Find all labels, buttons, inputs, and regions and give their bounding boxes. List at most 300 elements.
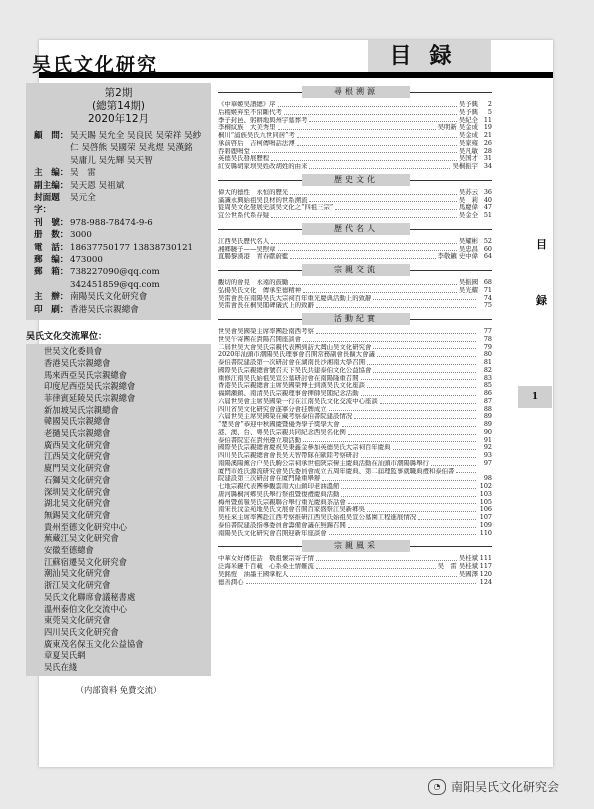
- section-heading: [218, 540, 492, 552]
- entry-page: 75: [483, 301, 492, 310]
- editorial-label: 副主编：: [34, 180, 69, 191]
- leader-dots: [271, 243, 457, 244]
- masthead-column: [26, 50, 211, 696]
- entry-author: 吴 雷 吴桂斌: [437, 562, 478, 570]
- editorial-label: 刊 號：: [34, 217, 69, 228]
- toc-entry[interactable]: [218, 336, 492, 344]
- toc-entry[interactable]: [218, 563, 492, 571]
- editorial-value: 吴天賜 吴允全 吴良民 吴荣祥 吴紗仁 吴啓熊 吴國荣 吴兆煜 吴漢銘 吴庸儿 吴先輝 吴天智: [70, 131, 202, 166]
- entry-title: 唐河縣桐河鄉吴氏舉行祭祖暨復禮慶典活動: [218, 490, 340, 498]
- entry-title: 滿識永興始祖吴良材的世系溯流: [218, 196, 308, 204]
- entry-title: 國際吴氏宗親總會慶祝吴秉鑫金參加英德吴氏大宗祠百年慶典: [218, 444, 391, 452]
- entry-title: 二屆世吴大會吴氏宗親代表團到訪大灣山吴文化研究會: [218, 343, 372, 351]
- issue-date: 2020年12月: [87, 113, 150, 125]
- entry-page: 34: [483, 162, 492, 170]
- entry-page: 11: [483, 115, 492, 124]
- entry-page: 71: [483, 285, 492, 294]
- entry-page: 88: [483, 404, 492, 413]
- entry-author: 吴忠昌: [458, 244, 478, 253]
- entry-title: 弘揚吴氏文化 傳承至德精神: [218, 286, 302, 294]
- toc-entry[interactable]: [218, 460, 492, 468]
- watermark-text: 南阳吴氏文化研究会: [451, 780, 560, 794]
- entry-page: 21: [483, 131, 492, 139]
- leader-dots: [290, 258, 435, 259]
- toc-entry[interactable]: [218, 483, 492, 491]
- entry-page: 87: [483, 396, 492, 405]
- entry-title: 南陽溪陽薰合户吴氏駒公宗祠承世祖陝宗嚳主慶典活動在汕頭市潮陽縣舉行: [218, 459, 429, 467]
- toc-entry[interactable]: [218, 522, 492, 530]
- contents-title: 目録: [368, 40, 491, 72]
- sponsor-item: 廣東茂名保玉文化公益協會: [44, 638, 144, 649]
- leader-dots: [373, 299, 476, 300]
- editorial-value: 473000: [70, 255, 103, 266]
- toc-entry[interactable]: [218, 132, 492, 140]
- editorial-value: 18637750177 13838730121: [70, 242, 194, 253]
- section-title: 活動紀實: [302, 313, 410, 325]
- leader-dots: [361, 395, 476, 396]
- editorial-row: [34, 130, 203, 167]
- entry-title: 中華女好傳佳話 敬祖懷宗寄子情: [218, 555, 314, 563]
- entry-page: 111: [479, 554, 492, 563]
- section-heading: [218, 223, 492, 235]
- toc-entry[interactable]: [218, 375, 492, 383]
- entry-author: 吴明新 吴金成: [437, 123, 478, 132]
- entry-title: 吞碧鹿鳴堂: [218, 147, 250, 155]
- entry-author: 李敬鑣 史中偉: [437, 252, 478, 261]
- sponsor-item: 香港吴氏宗親總會: [44, 357, 111, 368]
- entry-title: 英德吴氏發展歷程: [218, 155, 270, 163]
- sponsor-item: 浙江吴文化研究會: [44, 580, 111, 591]
- leader-dots: [246, 583, 476, 584]
- entry-title: 南陽吴氏文化研究會召開迎新年座談會: [218, 529, 327, 537]
- sponsor-item: 潮汕吴文化研究會: [44, 568, 111, 579]
- entry-title: 李桐紋族 大美秀里: [218, 124, 276, 132]
- leader-dots: [309, 168, 450, 169]
- editorial-value: 738227090@qq.com 342451859@qq.com: [70, 267, 160, 290]
- entry-title: 四川吴氏宗親總會會長吴天智帶隊在歐陸考察研討: [218, 452, 359, 459]
- entry-page: 120: [479, 569, 492, 578]
- sponsor-item: 東莞吴文化研究會: [44, 615, 111, 626]
- entry-page: 110: [479, 528, 492, 537]
- entry-author: 吴金全: [458, 211, 478, 219]
- toc-entry[interactable]: [218, 367, 492, 375]
- toc-entry[interactable]: [218, 328, 492, 336]
- leader-dots: [348, 527, 476, 528]
- editorial-label: 郵 编：: [34, 255, 69, 266]
- leader-dots: [284, 114, 457, 115]
- leader-dots: [316, 560, 457, 561]
- entry-author: 吴桂斌: [458, 554, 478, 563]
- toc-entry[interactable]: [218, 499, 492, 507]
- entry-title: 偉大的德性 永恒的歷光: [218, 188, 289, 196]
- entry-author: 吴光耀: [458, 285, 478, 294]
- sponsors-list: [26, 344, 211, 676]
- entry-author: 吴国才: [458, 154, 478, 163]
- toc-entry[interactable]: [218, 253, 492, 261]
- toc-entry[interactable]: [218, 279, 492, 287]
- editorial-value: 吴 雷: [70, 168, 96, 179]
- leader-dots: [348, 503, 476, 504]
- entry-author: 吴予興: [458, 107, 478, 116]
- sponsor-item: 石獅吴文化研究會: [44, 474, 111, 485]
- entry-title: 2020年汕頭市潮陽吴氏理事會召開常務副會長擴大會議: [218, 351, 375, 359]
- entry-author: 吴 莉: [458, 195, 478, 204]
- leader-dots: [367, 387, 476, 388]
- editorial-row: [34, 291, 203, 303]
- toc-entry[interactable]: [218, 351, 492, 359]
- leader-dots: [329, 534, 476, 535]
- entry-title: 桐川“浦族吴氏九世同居”考: [218, 132, 295, 139]
- sponsor-item: 安徽至德總會: [44, 545, 94, 556]
- entry-page: 86: [483, 389, 492, 397]
- leader-dots: [278, 250, 457, 251]
- entry-page: 2: [487, 100, 492, 108]
- entry-page: 83: [483, 373, 492, 382]
- leader-dots: [373, 348, 476, 349]
- entry-page: 117: [479, 562, 492, 570]
- leader-dots: [431, 465, 476, 466]
- editorial-row: [34, 304, 203, 316]
- entry-title: 六届世吴主席吴國榮在藏考察泰伯書院建設情况: [218, 413, 353, 421]
- toc-entry[interactable]: [218, 413, 492, 421]
- entry-page: 109: [479, 520, 492, 529]
- entry-page: 89: [483, 412, 492, 421]
- sponsor-item: 四川吴氏文化研究會: [44, 626, 119, 637]
- entry-page: 85: [483, 381, 492, 390]
- entry-title: 七地宗親代表團參觀雲南大山鎮印老油溫館: [218, 483, 340, 490]
- section-title: 宗親風采: [302, 540, 410, 552]
- leader-dots: [316, 333, 476, 334]
- entry-title: 四川省吴文化研究會遂寧分會挂牌成立: [218, 405, 327, 413]
- entry-page: 36: [483, 187, 492, 196]
- section-title: 歷史文化: [302, 174, 410, 186]
- leader-dots: [297, 137, 457, 138]
- toc-entry[interactable]: [218, 530, 492, 538]
- entry-author: 吴耀彬: [458, 236, 478, 245]
- toc-entry[interactable]: [218, 390, 492, 398]
- section-title: 歷代名人: [302, 223, 410, 235]
- section-heading: [218, 86, 492, 98]
- entry-title: 直腸黎漢港 青春獻蔚藍: [218, 253, 289, 261]
- toc-entry[interactable]: [218, 514, 492, 522]
- toc-entry[interactable]: [218, 579, 492, 587]
- editorial-label: 主 辦：: [34, 292, 69, 303]
- toc-entry[interactable]: [218, 212, 492, 220]
- toc-entry[interactable]: [218, 302, 492, 310]
- editorial-value: 南陽吴氏文化研究會: [70, 292, 148, 303]
- entry-title: 承前啓后 吉柯傳鳴話法溥: [218, 139, 295, 147]
- entry-title: 江西吴氏歷代名人: [218, 237, 270, 245]
- leader-dots: [303, 441, 476, 442]
- sponsor-item: 無錫吴文化研究會: [44, 509, 111, 520]
- sponsor-item: 江蘇宿遷吴文化研究會: [44, 556, 127, 567]
- table-of-contents: [218, 83, 492, 586]
- leader-dots: [342, 426, 476, 427]
- entry-page: 47: [483, 203, 492, 212]
- entry-page: 60: [483, 244, 492, 253]
- watermark: [428, 778, 559, 795]
- toc-entry[interactable]: [218, 204, 492, 212]
- wechat-icon: ◔: [428, 779, 446, 795]
- sponsor-item: 廈門吴文化研究會: [44, 463, 111, 474]
- leader-dots: [373, 372, 476, 373]
- editorial-row: [34, 192, 203, 217]
- entry-title: 德善潤心: [218, 578, 244, 586]
- sponsor-item: 湖北吴文化研究會: [44, 498, 111, 509]
- entry-author: 吴凡敏: [458, 146, 478, 155]
- entry-page: 80: [483, 350, 492, 359]
- leader-dots: [309, 201, 456, 202]
- toc-entry[interactable]: [218, 398, 492, 406]
- entry-title: 吴雷會長在桐吴閣碑儀式上的致辭: [218, 302, 314, 310]
- editorial-board: [34, 130, 203, 316]
- toc-entry[interactable]: [218, 155, 492, 163]
- entry-title: 香港吴氏宗親總會主席吴國榮博士到漢吴氏文化座談: [218, 382, 365, 390]
- section-heading: [218, 264, 492, 276]
- leader-dots: [316, 568, 436, 569]
- sponsor-item: 菲律賓延陵吴氏宗親總會: [44, 392, 136, 403]
- sponsor-item: 吴氏在綫: [44, 662, 78, 673]
- sponsor-item: 韓國吴氏宗親總會: [44, 416, 111, 427]
- toc-entry[interactable]: [218, 124, 492, 132]
- entry-page: 19: [483, 123, 492, 132]
- toc-entry[interactable]: [218, 140, 492, 148]
- editorial-row: [34, 254, 203, 266]
- leader-dots: [367, 364, 476, 365]
- toc-entry[interactable]: [218, 382, 492, 390]
- editorial-label: 郵 箱：: [34, 267, 69, 278]
- editorial-label: 主 编：: [34, 168, 69, 179]
- entry-title: 吴雷會長在南陽吴氏大宗祠百年重光慶典活動上的致辭: [218, 294, 372, 302]
- entry-page: 93: [483, 451, 492, 459]
- sponsor-item: 世吴文化委員會: [44, 346, 103, 357]
- editorial-value: 吴天恩 吴祖斌: [70, 180, 125, 191]
- leader-dots: [303, 292, 457, 293]
- entry-title: 重修江南吴氏始祖吴宣公墓研討會在南陽隆重召開: [218, 374, 359, 382]
- entry-title: 港、澳、台、粵吴氏宗親共同紀念西吴名化例: [218, 428, 346, 436]
- entry-title: 觀切的會見 永遠的鼓勵: [218, 279, 289, 286]
- leader-dots: [309, 121, 456, 122]
- entry-page: 124: [479, 577, 492, 586]
- toc-entry[interactable]: [218, 189, 492, 197]
- entry-title: 吴銘愷 油墨王國掌舵人: [218, 570, 289, 578]
- entry-page: 78: [483, 334, 492, 343]
- magazine-title: 吴氏文化研究: [32, 54, 159, 76]
- toc-entry[interactable]: [218, 506, 492, 514]
- entry-page: 26: [483, 138, 492, 147]
- toc-entry[interactable]: [218, 444, 492, 452]
- editorial-value: 3000: [70, 230, 92, 241]
- toc-entry[interactable]: [218, 359, 492, 367]
- entry-title: 泛海米鏈千百載 心系桑土情難流: [218, 563, 314, 570]
- toc-entry[interactable]: [218, 101, 492, 109]
- entry-page: 52: [483, 236, 492, 245]
- leader-dots: [290, 576, 457, 577]
- editorial-row: [34, 180, 203, 192]
- leader-dots: [329, 410, 476, 411]
- leader-dots: [322, 480, 476, 481]
- editorial-value: 香港吴氏宗親總會: [70, 304, 139, 315]
- entry-page: 79: [483, 342, 492, 351]
- toc-entry[interactable]: [218, 238, 492, 246]
- sponsor-item: 溫州泰伯文化交流中心: [44, 603, 127, 614]
- leader-dots: [377, 356, 476, 357]
- editorial-row: [34, 217, 203, 229]
- entry-page: 40: [483, 195, 492, 204]
- section-title: 尋根溯源: [302, 86, 410, 98]
- leader-dots: [380, 403, 476, 404]
- entry-page: 90: [483, 427, 492, 436]
- entry-title: 從周吴文化發展史談吴文化之“四祖三宗”: [218, 204, 334, 212]
- leader-dots: [271, 160, 457, 161]
- entry-title: 泰伯書院建設指導委員會籌備會議在無錫召開: [218, 521, 346, 529]
- leader-dots: [341, 496, 476, 497]
- editorial-label: 顧 問：: [34, 131, 69, 141]
- leader-dots: [290, 194, 457, 195]
- entry-title: 院建設第三次研討會在廈門隆重舉辦: [218, 475, 321, 483]
- entry-title: 吴桂來主席率團赴江西考察推研江西吴氏始祖吴宣公墓園工程進展情况: [218, 514, 417, 521]
- sponsors-title: 吴氏文化交流單位：: [26, 332, 108, 343]
- entry-title: 泰伯書院建設第一次研討會在湖南長沙湘南大學召開: [218, 359, 365, 366]
- editorial-label: 封面题字：: [34, 193, 60, 216]
- issue-number: 第2期: [104, 87, 133, 99]
- editorial-label: 册 数：: [34, 230, 69, 241]
- entry-author: 吴振國: [458, 278, 478, 286]
- sponsor-item: 馬來西亞吴氏宗親總會: [44, 369, 127, 380]
- toc-entry[interactable]: [218, 437, 492, 445]
- entry-page: 105: [479, 497, 492, 506]
- editorial-label: 電 話：: [34, 242, 69, 253]
- toc-entry[interactable]: [218, 197, 492, 205]
- entry-title: 湘鄉驍子——吴煦章: [218, 245, 276, 253]
- leader-dots: [278, 129, 436, 130]
- leader-dots: [271, 217, 457, 218]
- entry-title: 南宋長汶金苑地吴氏文展會召開百家盛祭江吴新鄉吳: [218, 506, 365, 514]
- entry-author: 吴家雍: [458, 138, 478, 147]
- entry-title: 季子封邑、躬耕地與州宇墓葬考: [218, 116, 308, 124]
- entry-page: 106: [479, 505, 492, 514]
- entry-page: 91: [483, 435, 492, 444]
- sponsor-item: 廣西吴文化研究會: [44, 439, 111, 450]
- editorial-row: [34, 266, 203, 291]
- leader-dots: [316, 307, 476, 308]
- leader-dots: [393, 449, 476, 450]
- entry-page: 77: [483, 327, 492, 335]
- entry-page: 92: [483, 443, 492, 452]
- entry-page: 89: [483, 420, 492, 428]
- entry-page: 5: [487, 107, 492, 116]
- entry-title: 《中華姬吴譜總》序: [218, 101, 276, 108]
- leader-dots: [297, 145, 457, 146]
- sponsor-item: 印度尼西亞吴氏宗親總會: [44, 381, 136, 392]
- leader-dots: [290, 284, 457, 285]
- side-char-2: 録: [536, 294, 547, 307]
- leader-dots: [418, 519, 476, 520]
- editorial-row: [34, 229, 203, 241]
- toc-entry[interactable]: [218, 468, 492, 476]
- entry-title: 紅安縣胡家坝吴姓改胡姓的由来: [218, 163, 308, 170]
- toc-entry[interactable]: [218, 287, 492, 295]
- sponsor-item: 江西吴文化研究會: [44, 451, 111, 462]
- entry-page: 74: [483, 293, 492, 302]
- footer-note: （内部資料 免費交流）: [75, 684, 162, 695]
- entry-title: “楚吴會”恭迎中秋國慶暨優秀學子獎學大會: [218, 421, 340, 428]
- entry-page: 97: [483, 458, 492, 467]
- entry-title: 宜公世系代系存疑: [218, 212, 270, 219]
- leader-dots: [335, 209, 457, 210]
- sponsor-item: 章夏吴氏網: [44, 650, 86, 661]
- toc-entry[interactable]: [218, 344, 492, 352]
- sponsor-item: 貴州至德文化研究中心: [44, 521, 127, 532]
- section-heading: [218, 313, 492, 325]
- entry-page: 51: [483, 211, 492, 219]
- leader-dots: [303, 341, 476, 342]
- editorial-value: 978-988-78474-9-6: [70, 217, 153, 228]
- side-char-1: 目: [536, 238, 547, 251]
- sponsor-item: 吴氏文化聯席會議秘書處: [44, 591, 136, 602]
- editorial-row: [34, 242, 203, 254]
- entry-title: 泰伯書院宏在貴州遵立項活動: [218, 436, 302, 444]
- editorial-value: 吴元全: [70, 193, 96, 204]
- leader-dots: [252, 152, 457, 153]
- toc-entry[interactable]: [218, 295, 492, 303]
- entry-title: 廈門市姓氏源流研究會吴氏委員會成立五周年慶典、第二届理監事就職典禮和泰伯書: [218, 467, 455, 475]
- entry-page: 28: [483, 146, 492, 155]
- entry-title: 世吴會吴國榮主席率團赴南西考察: [218, 328, 314, 335]
- entry-title: 梅州暨蕉嶺吴氏宗親聯合舉行重光慶典茶話會: [218, 498, 346, 506]
- issue-info-box: [26, 83, 211, 320]
- entry-page: 81: [483, 358, 492, 366]
- toc-entry[interactable]: [218, 429, 492, 437]
- editorial-label: 印 刷：: [34, 304, 69, 315]
- entry-page: 68: [483, 278, 492, 286]
- toc-entry[interactable]: [218, 163, 492, 171]
- entry-page: 107: [479, 513, 492, 521]
- entry-title: 國際吴氏宗親總會號召天下吴氏共建泰伯文化公益協會: [218, 366, 372, 374]
- leader-dots: [354, 418, 476, 419]
- leader-dots: [361, 379, 476, 380]
- toc-entry[interactable]: [218, 571, 492, 579]
- toc-entry[interactable]: [218, 406, 492, 414]
- entry-author: 吴予興: [458, 100, 478, 108]
- toc-entry[interactable]: [218, 452, 492, 460]
- entry-author: 吴苏云: [458, 187, 478, 196]
- entry-author: 吴紀全: [458, 115, 478, 124]
- sponsor-item: 老撾吴氏宗親總會: [44, 428, 111, 439]
- entry-page: 82: [483, 365, 492, 374]
- toc-entry[interactable]: [218, 148, 492, 156]
- toc-entry[interactable]: [218, 491, 492, 499]
- leader-dots: [456, 472, 476, 473]
- toc-entry[interactable]: [218, 475, 492, 483]
- leader-dots: [348, 434, 476, 435]
- issue-total: (總第14期): [91, 100, 146, 112]
- section-title: 宗親交流: [302, 264, 410, 276]
- toc-entry[interactable]: [218, 421, 492, 429]
- sponsor-item: 新加坡吴氏宗親總會: [44, 404, 119, 415]
- entry-title: 六届世吴會主席吴國榮一行在江南吴氏文化交流中心座談: [218, 397, 378, 405]
- toc-entry[interactable]: [218, 109, 492, 117]
- entry-author: 吴國澤: [458, 569, 478, 578]
- page-number-tab: 1: [518, 386, 552, 408]
- entry-title: 后稷姬弃至不窋斷代考: [218, 108, 282, 116]
- entry-page: 31: [483, 154, 492, 163]
- editorial-row: [34, 167, 203, 179]
- entry-title: 世吴午寄團在貴陽召開座談會: [218, 335, 302, 343]
- leader-dots: [341, 488, 476, 489]
- entry-author: 馬慶偉: [458, 203, 478, 212]
- sponsor-item: 深圳吴文化研究會: [44, 486, 111, 497]
